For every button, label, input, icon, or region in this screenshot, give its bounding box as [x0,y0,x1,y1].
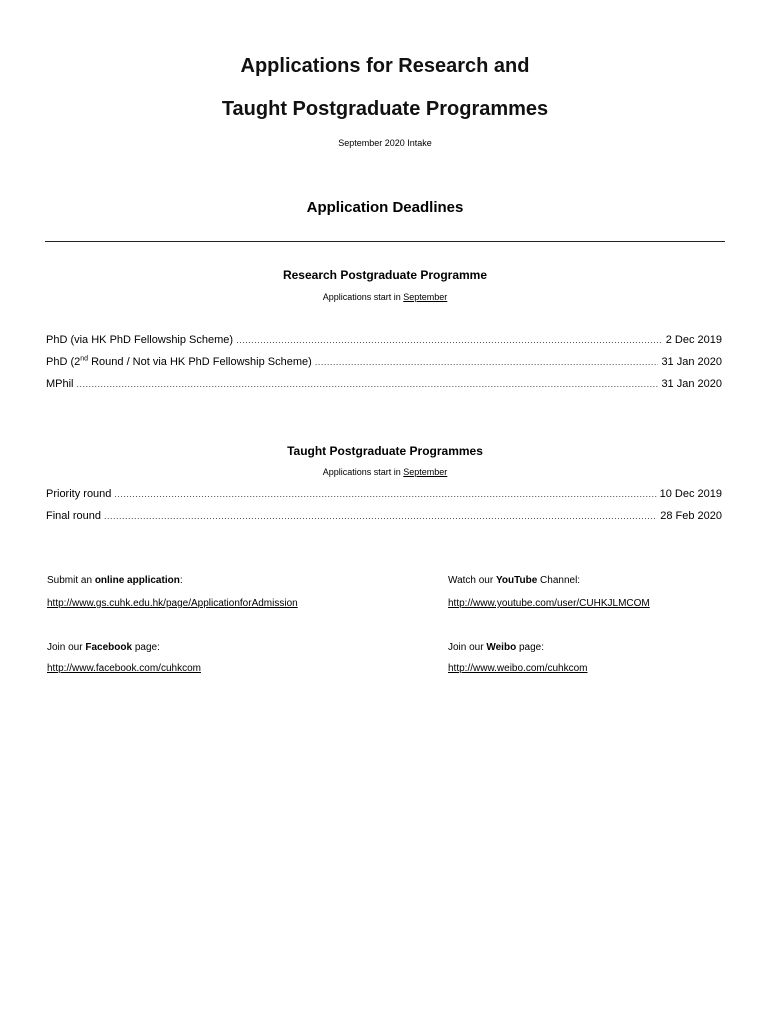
taught-heading: Taught Postgraduate Programmes [287,444,483,458]
deadline-date: 10 Dec 2019 [659,488,722,500]
weibo-page-label [448,642,544,653]
deadline-date: 2 Dec 2019 [665,334,722,346]
deadline-row-phd-second-round [46,356,722,368]
label-emphasis: Facebook [85,642,133,653]
deadlines-heading: Application Deadlines [306,199,464,216]
deadline-row-priority-round [46,488,722,500]
label-emphasis: Weibo [486,642,517,653]
deadline-date: 31 Jan 2020 [661,356,722,368]
youtube-channel-label [448,575,580,586]
online-application-link[interactable]: http://www.gs.cuhk.edu.hk/page/ApplicationforAdmission [47,598,298,609]
taught-start-month: September [403,467,448,477]
weibo-page-link[interactable]: http://www.weibo.com/cuhkcom [448,663,588,674]
horizontal-divider [45,241,725,242]
label-suffix: Channel: [537,575,581,586]
deadline-row-mphil [46,378,722,390]
page-title-line-1: Applications for Research and [240,55,530,77]
taught-start-note [0,467,770,477]
dot-leader [114,489,656,499]
deadline-label: PhD (via HK PhD Fellowship Scheme) [46,334,234,346]
research-start-month: September [403,292,448,302]
label-part: Round / Not via HK PhD Fellowship Scheme) [88,356,312,368]
dot-leader [236,335,663,345]
deadline-label [46,356,312,368]
research-start-prefix: Applications start in [322,292,404,302]
label-prefix: Join our [448,642,487,653]
facebook-page-link[interactable]: http://www.facebook.com/cuhkcom [47,663,201,674]
label-superscript: nd [80,355,89,363]
label-prefix: Join our [47,642,86,653]
label-part: PhD (2 [46,356,81,368]
deadline-label: Priority round [46,488,112,500]
dot-leader [77,379,659,389]
deadline-label: Final round [46,510,102,522]
label-prefix: Watch our [448,575,496,586]
deadline-row-phd-fellowship [46,334,722,346]
facebook-page-label [47,642,160,653]
dot-leader [315,357,659,367]
label-emphasis: YouTube [495,575,538,586]
label-suffix: : [179,575,183,586]
dot-leader [104,511,657,521]
online-application-label [47,575,183,586]
label-suffix: page: [516,642,544,653]
deadline-row-final-round [46,510,722,522]
label-suffix: page: [132,642,160,653]
deadline-date: 31 Jan 2020 [661,378,722,390]
deadline-label: MPhil [46,378,74,390]
intake-subtitle: September 2020 Intake [338,138,432,148]
label-emphasis: online application [94,575,180,586]
research-heading: Research Postgraduate Programme [282,268,488,282]
youtube-channel-link[interactable]: http://www.youtube.com/user/CUHKJLMCOM [448,598,650,609]
taught-start-prefix: Applications start in [322,467,404,477]
research-start-note [0,292,770,302]
label-prefix: Submit an [47,575,95,586]
deadline-date: 28 Feb 2020 [660,510,722,522]
page-title-line-2: Taught Postgraduate Programmes [221,98,549,120]
